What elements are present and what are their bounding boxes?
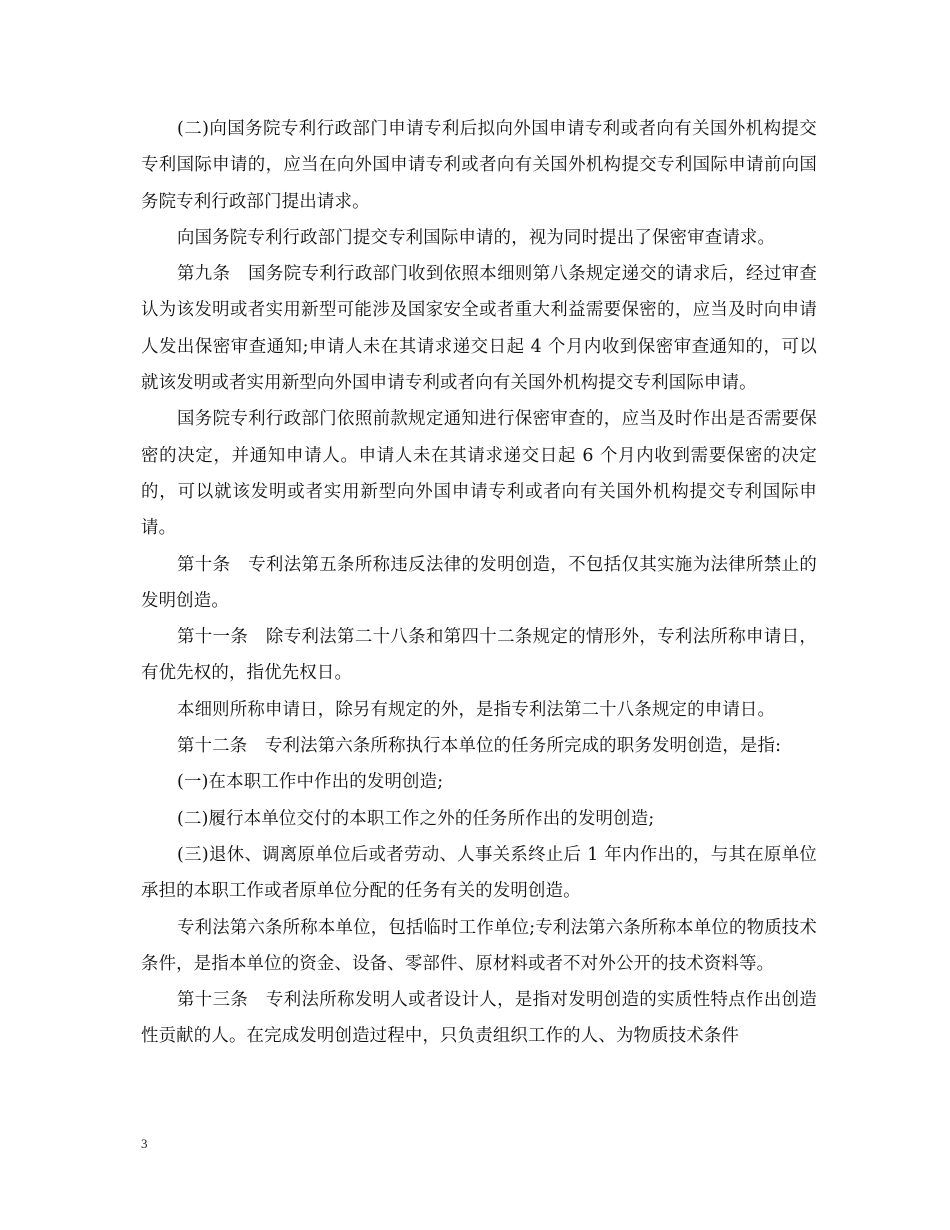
paragraph-article-12-item-3: (三)退休、调离原单位后或者劳动、人事关系终止后 1 年内作出的，与其在原单位承担的本职工作或者原单位分配的任务有关的发明创造。 <box>141 844 817 902</box>
paragraph-article-10: 第十条 专利法第五条所称违反法律的发明创造，不包括仅其实施为法律所禁止的发明创造。 <box>141 554 817 611</box>
paragraph-article-12-cont: 专利法第六条所称本单位，包括临时工作单位;专利法第六条所称本单位的物质技术条件，是指本单位的资金、设备、零部件、原材料或者不对外公开的技术资料等。 <box>141 917 817 974</box>
paragraph-article-12-item-1: (一)在本职工作中作出的发明创造; <box>177 772 444 793</box>
paragraph-article-12-item-2: (二)履行本单位交付的本职工作之外的任务所作出的发明创造; <box>177 808 655 829</box>
paragraph-article-9: 第九条 国务院专利行政部门收到依照本细则第八条规定递交的请求后，经过审查认为该发明或者实用新型可能涉及国家安全或者重大利益需要保密的，应当及时向申请人发出保密审查通知;申请人未在其请求递交日起 4 个月内收到保密审查通知的，可以就该发明或者实用新型向外国申请专利或者向有关国外机构提交专利国际申请。 <box>141 264 817 394</box>
paragraph-article-8-item-2: (二)向国务院专利行政部门申请专利后拟向外国申请专利或者向有关国外机构提交专利国际申请的，应当在向外国申请专利或者向有关国外机构提交专利国际申请前向国务院专利行政部门提出请求。 <box>141 119 817 212</box>
page-number: 3 <box>141 1136 148 1151</box>
body-text <box>141 111 817 1055</box>
paragraph-article-11-cont: 本细则所称申请日，除另有规定的外，是指专利法第二十八条规定的申请日。 <box>177 699 776 720</box>
paragraph-article-9-cont: 国务院专利行政部门依照前款规定通知进行保密审查的，应当及时作出是否需要保密的决定，并通知申请人。申请人未在其请求递交日起 6 个月内收到需要保密的决定的，可以就该发明或者实用新型向外国申请专利或者向有关国外机构提交专利国际申请。 <box>141 409 817 539</box>
paragraph-article-13: 第十三条 专利法所称发明人或者设计人，是指对发明创造的实质性特点作出创造性贡献的人。在完成发明创造过程中，只负责组织工作的人、为物质技术条件 <box>141 990 817 1047</box>
paragraph-article-8-note: 向国务院专利行政部门提交专利国际申请的，视为同时提出了保密审查请求。 <box>177 227 776 248</box>
paragraph-article-11: 第十一条 除专利法第二十八条和第四十二条规定的情形外，专利法所称申请日，有优先权的，指优先权日。 <box>141 627 817 684</box>
paragraph-article-12: 第十二条 专利法第六条所称执行本单位的任务所完成的职务发明创造，是指: <box>177 736 782 757</box>
